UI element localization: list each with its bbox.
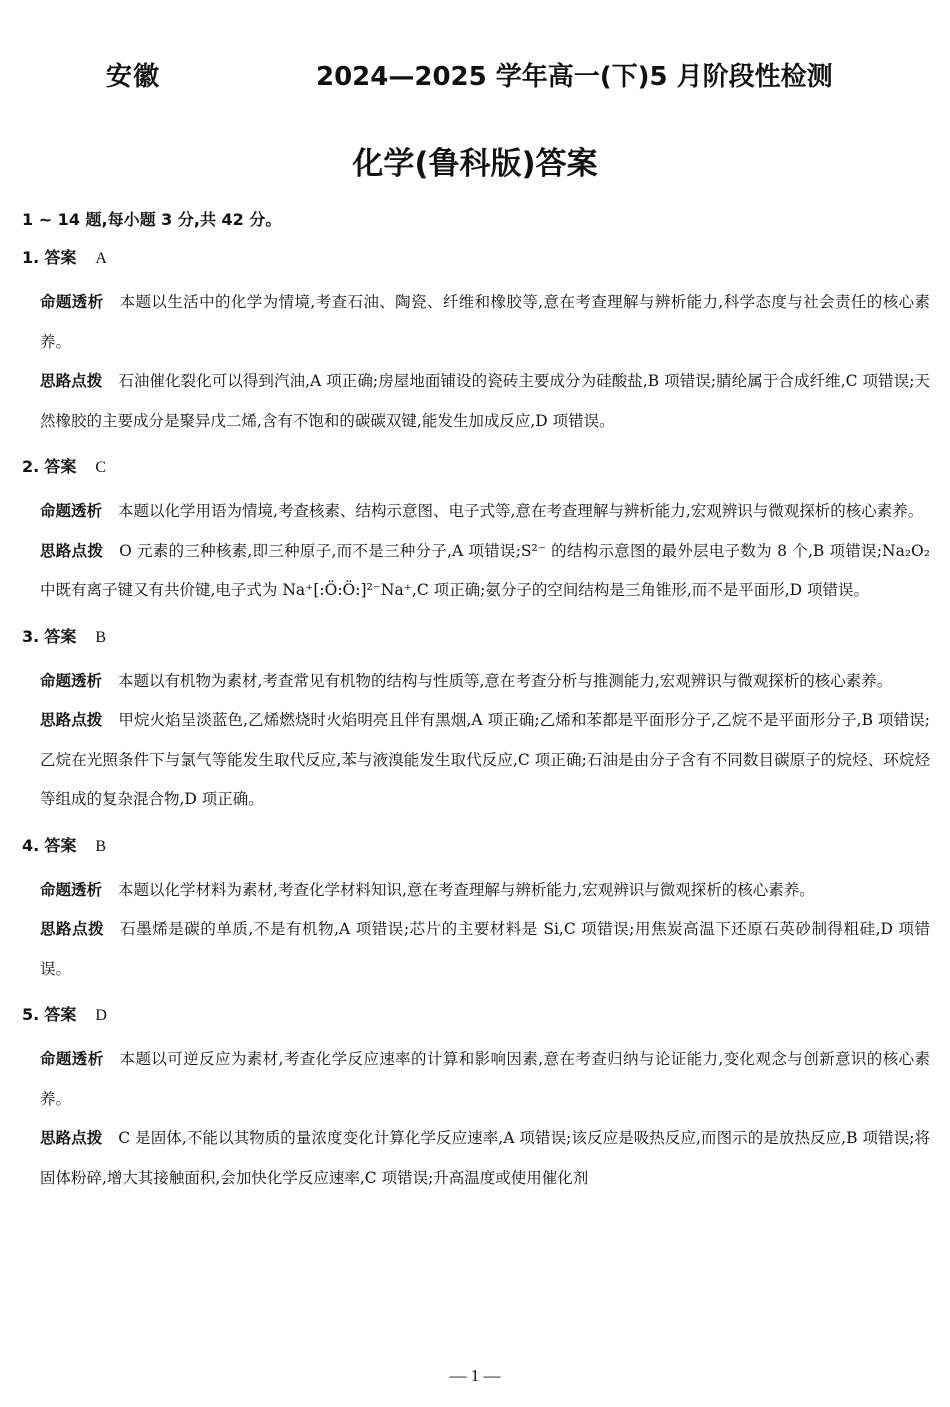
question-number: 1.	[22, 248, 40, 267]
question-item	[22, 625, 930, 820]
hint-paragraph	[40, 910, 930, 989]
question-number: 3.	[22, 626, 40, 646]
hint-text: C 是固体,不能以其物质的量浓度变化计算化学反应速率,A 项错误;该反应是吸热反应,而图示的是放热反应,B 项错误;将固体粉碎,增大其接触面积,会加快化学反应速率,C 项错误;升高温度或使用催化剂	[40, 1129, 930, 1187]
hint-label: 思路点拨	[40, 1129, 103, 1147]
question-item	[22, 246, 930, 441]
subject-title: 化学(鲁科版)答案	[352, 146, 598, 182]
page-header	[0, 56, 950, 100]
region-label: 安徽	[106, 62, 161, 92]
analysis-text: 本题以生活中的化学为情境,考查石油、陶瓷、纤维和橡胶等,意在考查理解与辨析能力,科学态度与社会责任的核心素养。	[40, 293, 930, 351]
analysis-label: 命题透析	[40, 502, 103, 520]
hint-paragraph	[40, 362, 930, 441]
hint-label: 思路点拨	[40, 711, 103, 729]
answer-label: 答案	[44, 1005, 77, 1024]
answer-content	[22, 208, 930, 1198]
hint-text: 石油催化裂化可以得到汽油,A 项正确;房屋地面铺设的瓷砖主要成分为硅酸盐,B 项错误;腈纶属于合成纤维,C 项错误;天然橡胶的主要成分是聚异戊二烯,含有不饱和的碳碳双键,能发生加成反应,D 项错误。	[40, 372, 930, 430]
answer-line	[22, 1003, 930, 1028]
hint-paragraph	[40, 1119, 930, 1198]
analysis-label: 命题透析	[40, 880, 103, 899]
answer-line	[22, 625, 930, 650]
hint-paragraph	[40, 701, 930, 820]
analysis-paragraph	[40, 492, 930, 532]
question-item	[22, 834, 930, 990]
hint-paragraph	[40, 532, 930, 611]
question-number: 5.	[22, 1005, 40, 1024]
answer-letter: C	[95, 459, 107, 476]
answer-letter: B	[95, 837, 107, 855]
answer-line	[22, 834, 930, 859]
answer-label: 答案	[44, 835, 77, 855]
hint-text: O 元素的三种核素,即三种原子,而不是三种分子,A 项错误;S²⁻ 的结构示意图的最外层电子数为 8 个,B 项错误;Na₂O₂ 中既有离子键又有共价键,电子式为 Na⁺[:Ö:Ö:]²⁻Na⁺,C 项正确;氨分子的空间结构是三角锥形,而不是平面形,D 项错误。	[40, 541, 930, 599]
answer-letter: D	[95, 1007, 107, 1024]
question-item	[22, 455, 930, 611]
answer-letter: A	[95, 250, 107, 267]
page-number: — 1 —	[449, 1366, 501, 1385]
answer-line	[22, 246, 930, 271]
question-item	[22, 1003, 930, 1198]
hint-text: 甲烷火焰呈淡蓝色,乙烯燃烧时火焰明亮且伴有黑烟,A 项正确;乙烯和苯都是平面形分子,乙烷不是平面形分子,B 项错误;乙烷在光照条件下与氯气等能发生取代反应,苯与液溴能发生取代反应,C 项正确;石油是由分子含有不同数目碳原子的烷烃、环烷烃等组成的复杂混合物,D 项正确。	[40, 711, 930, 808]
analysis-label: 命题透析	[40, 293, 104, 311]
analysis-text: 本题以可逆反应为素材,考查化学反应速率的计算和影响因素,意在考查归纳与论证能力,变化观念与创新意识的核心素养。	[40, 1050, 930, 1108]
hint-text: 石墨烯是碳的单质,不是有机物,A 项错误;芯片的主要材料是 Si,C 项错误;用焦炭高温下还原石英砂制得粗硅,D 项错误。	[40, 920, 930, 978]
hint-label: 思路点拨	[40, 920, 105, 938]
analysis-text: 本题以化学材料为素材,考查化学材料知识,意在考查理解与辨析能力,宏观辨识与微观探析的核心素养。	[118, 880, 815, 899]
answer-letter: B	[95, 628, 107, 646]
hint-label: 思路点拨	[40, 541, 104, 560]
answer-label: 答案	[44, 248, 77, 267]
question-list	[22, 246, 930, 1198]
analysis-text: 本题以化学用语为情境,考查核素、结构示意图、电子式等,意在考查理解与辨析能力,宏观辨识与微观探析的核心素养。	[118, 502, 924, 520]
question-number: 4.	[22, 835, 40, 855]
analysis-paragraph	[40, 662, 930, 702]
answer-line	[22, 455, 930, 480]
analysis-paragraph	[40, 871, 930, 911]
answer-label: 答案	[44, 457, 77, 476]
exam-title: 2024—2025 学年高一(下)5 月阶段性检测	[316, 62, 833, 92]
analysis-paragraph	[40, 283, 930, 362]
analysis-label: 命题透析	[40, 671, 103, 690]
scoring-note: 1 ~ 14 题,每小题 3 分,共 42 分。	[22, 210, 282, 229]
hint-label: 思路点拨	[40, 372, 103, 390]
analysis-paragraph	[40, 1040, 930, 1119]
question-number: 2.	[22, 457, 40, 476]
answer-label: 答案	[44, 626, 77, 646]
analysis-label: 命题透析	[40, 1050, 104, 1068]
analysis-text: 本题以有机物为素材,考查常见有机物的结构与性质等,意在考查分析与推测能力,宏观辨识与微观探析的核心素养。	[118, 671, 893, 690]
